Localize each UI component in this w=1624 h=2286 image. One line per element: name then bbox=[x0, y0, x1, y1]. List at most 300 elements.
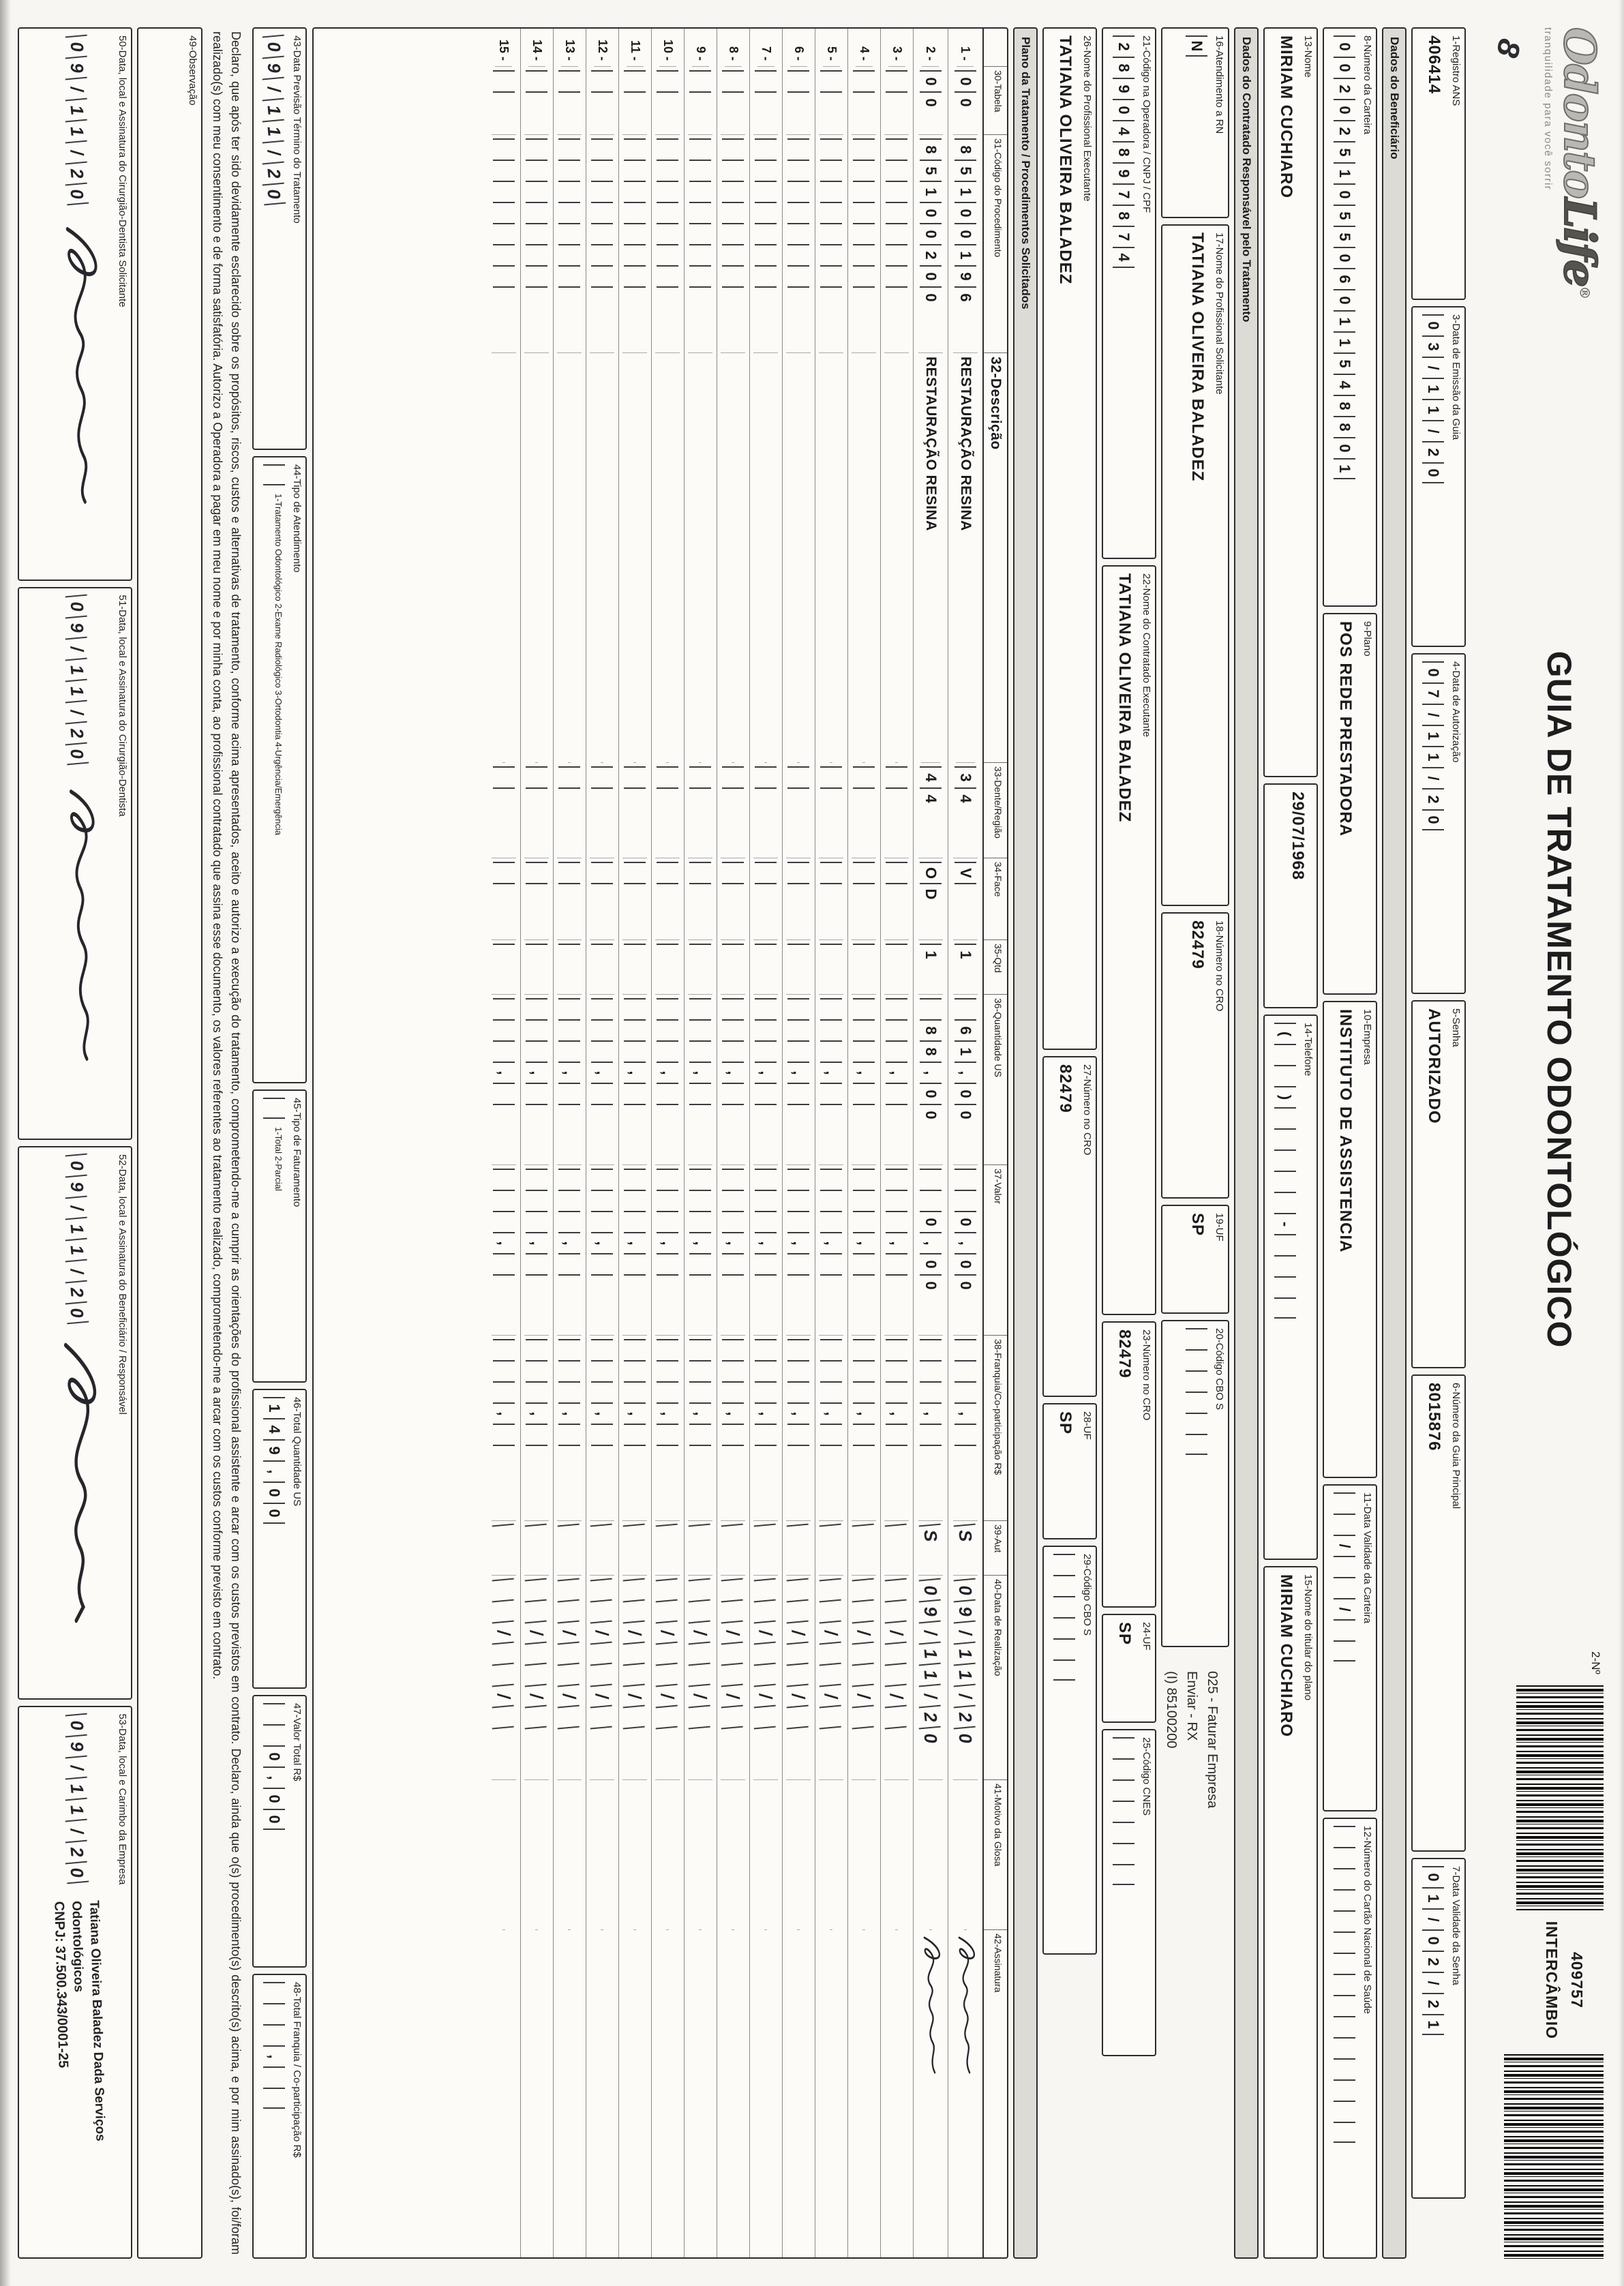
registered-mark: ® bbox=[1576, 286, 1593, 299]
char-cell: 9 bbox=[919, 1599, 943, 1623]
cell-codigo bbox=[655, 135, 680, 353]
cell-dente bbox=[721, 763, 745, 858]
char-cell: 4 bbox=[1113, 247, 1135, 268]
char-cell bbox=[852, 1599, 876, 1623]
cell-descricao bbox=[568, 353, 571, 763]
cell-dente bbox=[622, 763, 647, 858]
char-cell: / bbox=[885, 1684, 909, 1707]
char-boxes bbox=[264, 1397, 286, 1524]
char-cell bbox=[920, 1360, 942, 1381]
char-cell bbox=[624, 1424, 646, 1445]
char-cell: 9 bbox=[264, 1439, 286, 1460]
char-cell bbox=[1275, 1255, 1297, 1276]
cell-tabela bbox=[918, 67, 943, 135]
char-cell bbox=[526, 91, 547, 112]
char-cell: 9 bbox=[65, 615, 89, 638]
char-cell bbox=[492, 1726, 516, 1749]
char-cell bbox=[656, 1578, 680, 1601]
char-cell bbox=[755, 181, 777, 202]
char-cell bbox=[657, 944, 678, 965]
char-cell bbox=[526, 944, 547, 965]
char-cell bbox=[591, 1169, 613, 1190]
char-cell: 0 bbox=[65, 35, 89, 58]
cell-dente bbox=[884, 763, 909, 858]
char-cell bbox=[1334, 1492, 1356, 1514]
char-cell bbox=[623, 1705, 647, 1728]
cell-quantidade-us bbox=[721, 995, 745, 1165]
char-cell bbox=[1054, 1617, 1076, 1638]
cell-codigo bbox=[492, 135, 516, 353]
cell-face bbox=[524, 858, 549, 940]
char-cell: / bbox=[262, 140, 286, 164]
signatures-row bbox=[18, 27, 132, 2259]
char-cell bbox=[689, 1424, 711, 1445]
char-cell bbox=[526, 1274, 547, 1295]
field-assinatura-dentista bbox=[18, 587, 132, 1141]
char-cell: / bbox=[558, 1621, 582, 1644]
char-cell bbox=[264, 1703, 286, 1724]
char-cell bbox=[657, 1445, 678, 1466]
char-cell bbox=[623, 1524, 647, 1547]
char-cell bbox=[1275, 1065, 1297, 1086]
char-cell bbox=[558, 1424, 580, 1445]
column-header: 32-Descrição bbox=[984, 353, 1007, 763]
field-label: 3-Data de Emissão da Guia bbox=[1450, 314, 1462, 440]
char-cell: , bbox=[820, 1232, 842, 1253]
char-cell bbox=[787, 223, 809, 244]
char-cell: , bbox=[493, 1402, 515, 1424]
char-cell: 1 bbox=[262, 119, 286, 142]
char-cell: , bbox=[954, 1402, 976, 1424]
cell-motivo-glosa bbox=[764, 1780, 767, 1930]
char-cell bbox=[820, 265, 842, 286]
char-cell bbox=[590, 1642, 614, 1665]
char-cell: , bbox=[755, 1232, 777, 1253]
field-cbo-solicitante bbox=[1161, 1320, 1229, 1647]
column-header: 37-Valor bbox=[984, 1165, 1007, 1336]
char-boxes bbox=[264, 35, 286, 205]
char-cell bbox=[558, 1211, 580, 1232]
char-cell: 0 bbox=[954, 223, 976, 244]
char-cell bbox=[525, 1578, 549, 1601]
char-cell bbox=[819, 1726, 843, 1749]
char-cell bbox=[591, 1339, 613, 1360]
cell-data-realizacao bbox=[953, 1576, 978, 1780]
char-cell bbox=[591, 1381, 613, 1402]
char-cell bbox=[853, 1360, 875, 1381]
cell-data-realizacao bbox=[655, 1576, 680, 1780]
char-cell bbox=[722, 70, 744, 91]
char-cell: 0 bbox=[1423, 1866, 1445, 1887]
char-cell bbox=[721, 1705, 745, 1728]
char-cell: / bbox=[262, 77, 286, 100]
cell-quantidade-us bbox=[622, 995, 647, 1165]
char-cell bbox=[591, 202, 613, 223]
char-boxes bbox=[264, 1982, 286, 2109]
char-cell: 2 bbox=[65, 721, 89, 744]
field-cbo-executante bbox=[1042, 1546, 1097, 1955]
char-cell bbox=[886, 1169, 907, 1190]
field-empresa bbox=[1323, 1001, 1377, 1478]
char-cell bbox=[591, 1083, 613, 1104]
char-cell: , bbox=[264, 1766, 286, 1788]
char-cell bbox=[591, 766, 613, 787]
char-cell bbox=[264, 1724, 286, 1745]
char-cell: / bbox=[954, 1621, 978, 1644]
char-cell bbox=[689, 766, 711, 787]
cell-data-realizacao bbox=[884, 1576, 909, 1780]
signature-scribble bbox=[54, 1340, 107, 1626]
char-cell bbox=[754, 1663, 778, 1686]
char-cell bbox=[1113, 1843, 1135, 1864]
field-assinatura-beneficiario bbox=[18, 1146, 132, 1700]
char-cell bbox=[820, 1445, 842, 1466]
char-cell: / bbox=[819, 1621, 843, 1644]
char-cell bbox=[1186, 1392, 1208, 1413]
char-cell bbox=[493, 998, 515, 1019]
char-cell bbox=[558, 1083, 580, 1104]
char-cell: , bbox=[591, 1232, 613, 1253]
char-cell bbox=[820, 1169, 842, 1190]
char-cell: 0 bbox=[920, 1211, 942, 1232]
char-cell bbox=[525, 1663, 549, 1686]
field-cro-executante bbox=[1102, 1321, 1156, 1608]
char-cell: 1 bbox=[1423, 2014, 1445, 2035]
char-cell bbox=[853, 223, 875, 244]
char-cell: 2 bbox=[262, 162, 286, 185]
char-cell bbox=[591, 286, 613, 307]
char-cell: , bbox=[787, 1232, 809, 1253]
cell-valor bbox=[590, 1165, 614, 1336]
char-cell: / bbox=[919, 1621, 943, 1644]
cell-franquia bbox=[852, 1336, 876, 1521]
char-cell: / bbox=[65, 700, 89, 723]
form-title: GUIA DE TRATAMENTO ODONTOLÓGICO bbox=[1540, 650, 1578, 1349]
char-cell bbox=[558, 1524, 582, 1547]
cell-assinatura bbox=[568, 1930, 571, 2257]
char-cell: 1 bbox=[65, 1776, 89, 1799]
char-cell bbox=[787, 138, 809, 160]
char-cell bbox=[886, 1019, 907, 1040]
char-cell: / bbox=[656, 1621, 680, 1644]
char-cell: 5 bbox=[1334, 205, 1356, 226]
char-cell: 1 bbox=[1423, 1887, 1445, 1908]
char-cell: 9 bbox=[1113, 78, 1135, 99]
field-label: 7-Data Validade da Senha bbox=[1450, 1866, 1462, 1985]
cell-row-number: 15 - bbox=[495, 29, 512, 67]
char-cell bbox=[853, 998, 875, 1019]
char-boxes bbox=[1113, 35, 1135, 268]
cell-assinatura bbox=[895, 1930, 898, 2257]
column-header: 39-Aut bbox=[984, 1521, 1007, 1576]
char-cell bbox=[689, 1253, 711, 1274]
char-cell bbox=[886, 202, 907, 223]
char-cell: 8 bbox=[920, 138, 942, 160]
cell-aut bbox=[884, 1521, 909, 1576]
cell-row-number: 12 - bbox=[594, 29, 611, 67]
char-cell: / bbox=[819, 1684, 843, 1707]
table-row bbox=[618, 29, 651, 2257]
char-cell: / bbox=[721, 1684, 745, 1707]
char-cell bbox=[493, 766, 515, 787]
procedures-table bbox=[312, 27, 1008, 2259]
char-cell bbox=[886, 1360, 907, 1381]
char-cell bbox=[755, 1274, 777, 1295]
char-cell bbox=[787, 70, 809, 91]
char-cell bbox=[525, 1524, 549, 1547]
char-cell bbox=[819, 1578, 843, 1601]
cell-descricao bbox=[666, 353, 669, 763]
signature-scribble bbox=[950, 1934, 981, 2077]
cell-franquia bbox=[918, 1336, 943, 1521]
field-label: 44-Tipo de Atendimento bbox=[291, 464, 303, 573]
char-cell bbox=[526, 766, 547, 787]
char-cell: ( bbox=[1275, 1023, 1297, 1044]
cell-descricao bbox=[535, 353, 538, 763]
char-cell bbox=[819, 1663, 843, 1686]
char-cell bbox=[689, 223, 711, 244]
char-cell: / bbox=[590, 1621, 614, 1644]
char-cell: / bbox=[1423, 704, 1445, 725]
cell-aut bbox=[492, 1521, 516, 1576]
cell-assinatura bbox=[948, 1930, 982, 2257]
char-cell bbox=[623, 1663, 647, 1686]
char-cell: 4 bbox=[920, 766, 942, 787]
char-cell bbox=[657, 223, 678, 244]
char-cell bbox=[721, 1524, 745, 1547]
char-cell bbox=[754, 1642, 778, 1665]
char-cell bbox=[853, 787, 875, 809]
char-cell bbox=[820, 1274, 842, 1295]
cell-qtd bbox=[721, 940, 745, 995]
char-cell bbox=[787, 1445, 809, 1466]
cell-qtd bbox=[753, 940, 778, 995]
char-cell bbox=[1334, 1953, 1356, 1974]
field-label: 6-Número da Guia Principal bbox=[1450, 1383, 1462, 1509]
char-cell: 7 bbox=[1423, 682, 1445, 704]
char-cell bbox=[1275, 1149, 1297, 1171]
char-cell bbox=[657, 883, 678, 904]
char-cell bbox=[755, 766, 777, 787]
cell-valor bbox=[852, 1165, 876, 1336]
char-cell bbox=[526, 1253, 547, 1274]
char-cell: 1 bbox=[65, 119, 89, 142]
char-cell: 1 bbox=[65, 678, 89, 702]
table-row bbox=[880, 29, 913, 2257]
char-cell: 0 bbox=[65, 1302, 89, 1325]
char-cell bbox=[722, 1445, 744, 1466]
char-cell: 1 bbox=[954, 944, 976, 965]
char-cell bbox=[755, 244, 777, 265]
char-cell: , bbox=[722, 1232, 744, 1253]
totals-row bbox=[252, 27, 307, 2259]
char-cell bbox=[591, 244, 613, 265]
char-cell bbox=[492, 1663, 516, 1686]
char-cell bbox=[1113, 1779, 1135, 1801]
field-profissional-solicitante bbox=[1161, 224, 1229, 906]
char-cell bbox=[1186, 1328, 1208, 1349]
field-label: 1-Registro ANS bbox=[1450, 35, 1462, 106]
field-uf-prof-executante bbox=[1042, 1403, 1097, 1539]
char-cell: 2 bbox=[65, 1280, 89, 1304]
char-cell bbox=[853, 944, 875, 965]
char-cell bbox=[755, 1211, 777, 1232]
char-cell bbox=[820, 244, 842, 265]
cell-valor bbox=[655, 1165, 680, 1336]
char-cell: / bbox=[558, 1684, 582, 1707]
form-header bbox=[1473, 27, 1608, 2259]
cell-motivo-glosa bbox=[895, 1780, 898, 1930]
char-cell: 9 bbox=[1113, 162, 1135, 183]
char-cell: 9 bbox=[954, 1599, 978, 1623]
char-cell bbox=[591, 1360, 613, 1381]
char-cell bbox=[886, 1190, 907, 1211]
cell-qtd bbox=[884, 940, 909, 995]
cell-qtd bbox=[852, 940, 876, 995]
char-cell: S bbox=[954, 1524, 978, 1547]
char-cell bbox=[885, 1524, 909, 1547]
char-cell bbox=[558, 181, 580, 202]
cell-quantidade-us bbox=[786, 995, 811, 1165]
char-cell: , bbox=[886, 1062, 907, 1083]
field-label: 21-Código na Operadora / CNPJ / CPF bbox=[1141, 35, 1152, 213]
char-cell bbox=[721, 1578, 745, 1601]
table-row bbox=[782, 29, 815, 2257]
handwritten-pen-mark: 8 bbox=[1489, 35, 1529, 61]
char-cell: , bbox=[920, 1062, 942, 1083]
char-cell bbox=[591, 944, 613, 965]
barcode bbox=[1516, 1685, 1604, 1910]
cell-face bbox=[819, 858, 843, 940]
cell-aut bbox=[753, 1521, 778, 1576]
cell-face bbox=[688, 858, 712, 940]
char-cell: / bbox=[65, 140, 89, 164]
char-cell: 0 bbox=[954, 202, 976, 223]
char-cell: 6 bbox=[1334, 268, 1356, 289]
char-cell: 0 bbox=[1423, 809, 1445, 830]
char-cell bbox=[526, 138, 547, 160]
contratado-row-3 bbox=[1042, 27, 1097, 2259]
char-cell bbox=[657, 1424, 678, 1445]
char-cell bbox=[492, 1599, 516, 1623]
field-total-franquia bbox=[252, 1974, 307, 2259]
char-cell bbox=[558, 202, 580, 223]
char-cell bbox=[1334, 1995, 1356, 2016]
char-cell: / bbox=[1423, 1908, 1445, 1929]
char-cell bbox=[1054, 1638, 1076, 1659]
cell-row-number: 2 - bbox=[922, 29, 939, 67]
column-header: 34-Face bbox=[984, 858, 1007, 940]
char-cell bbox=[624, 1040, 646, 1062]
char-cell bbox=[656, 1642, 680, 1665]
char-cell bbox=[526, 1339, 547, 1360]
char-cell bbox=[1113, 1864, 1135, 1885]
char-cell bbox=[689, 1360, 711, 1381]
char-cell: , bbox=[657, 1232, 678, 1253]
char-cell bbox=[885, 1726, 909, 1749]
cell-motivo-glosa bbox=[929, 1780, 932, 1930]
field-label: 27-Número no CRO bbox=[1081, 1064, 1093, 1156]
cell-motivo-glosa bbox=[502, 1780, 505, 1930]
char-cell bbox=[624, 944, 646, 965]
field-value: TATIANA OLIVEIRA BALADEZ bbox=[1056, 35, 1075, 285]
char-cell: / bbox=[492, 1621, 516, 1644]
cell-face bbox=[590, 858, 614, 940]
char-cell bbox=[755, 286, 777, 307]
char-cell bbox=[689, 944, 711, 965]
char-cell: / bbox=[1423, 357, 1445, 378]
field-label: 19-UF bbox=[1214, 1213, 1225, 1242]
char-cell: 1 bbox=[1334, 162, 1356, 183]
char-cell: / bbox=[1423, 767, 1445, 788]
field-cartao-nacional-saude bbox=[1323, 1818, 1377, 2259]
field-numero-guia-principal bbox=[1411, 1374, 1466, 1852]
char-cell bbox=[558, 1040, 580, 1062]
char-cell bbox=[1275, 1044, 1297, 1065]
char-cell bbox=[558, 787, 580, 809]
char-cell: / bbox=[525, 1684, 549, 1707]
char-cell bbox=[656, 1705, 680, 1728]
char-cell bbox=[852, 1726, 876, 1749]
char-cell bbox=[722, 944, 744, 965]
cell-quantidade-us bbox=[524, 995, 549, 1165]
char-cell: 0 bbox=[262, 35, 286, 58]
char-cell bbox=[624, 244, 646, 265]
char-cell bbox=[755, 787, 777, 809]
cell-qtd bbox=[655, 940, 680, 995]
char-cell: 1 bbox=[262, 98, 286, 121]
char-cell bbox=[624, 202, 646, 223]
cell-franquia bbox=[590, 1336, 614, 1521]
cell-dente bbox=[918, 763, 943, 858]
char-cell: 0 bbox=[1334, 183, 1356, 205]
char-cell bbox=[526, 70, 547, 91]
char-cell bbox=[1334, 1931, 1356, 1953]
char-cell bbox=[525, 1726, 549, 1749]
char-cell bbox=[820, 138, 842, 160]
section-beneficiario: Dados do Beneficiário bbox=[1382, 27, 1407, 2259]
char-cell bbox=[591, 1104, 613, 1125]
char-cell bbox=[624, 1339, 646, 1360]
char-cell bbox=[754, 1524, 778, 1547]
char-cell: 9 bbox=[262, 56, 286, 79]
char-cell bbox=[558, 91, 580, 112]
char-cell bbox=[755, 1424, 777, 1445]
column-header: 40-Data de Realização bbox=[984, 1576, 1007, 1780]
char-cell: 1 bbox=[65, 98, 89, 121]
char-cell bbox=[886, 1040, 907, 1062]
char-cell bbox=[591, 1211, 613, 1232]
char-cell bbox=[886, 138, 907, 160]
char-cell bbox=[591, 138, 613, 160]
char-cell bbox=[722, 160, 744, 181]
char-cell bbox=[558, 944, 580, 965]
char-cell bbox=[624, 1360, 646, 1381]
char-cell: / bbox=[623, 1684, 647, 1707]
char-cell bbox=[657, 1339, 678, 1360]
char-cell bbox=[493, 1253, 515, 1274]
char-cell bbox=[657, 1190, 678, 1211]
char-cell bbox=[787, 1339, 809, 1360]
field-atendimento-rn bbox=[1161, 27, 1229, 218]
field-label: 16-Atendimento a RN bbox=[1214, 35, 1225, 134]
field-value: TATIANA OLIVEIRA BALADEZ bbox=[1188, 232, 1207, 482]
cell-codigo bbox=[688, 135, 712, 353]
char-cell: 1 bbox=[954, 1040, 976, 1062]
table-row bbox=[684, 29, 717, 2257]
char-cell bbox=[493, 1274, 515, 1295]
cell-dente bbox=[590, 763, 614, 858]
